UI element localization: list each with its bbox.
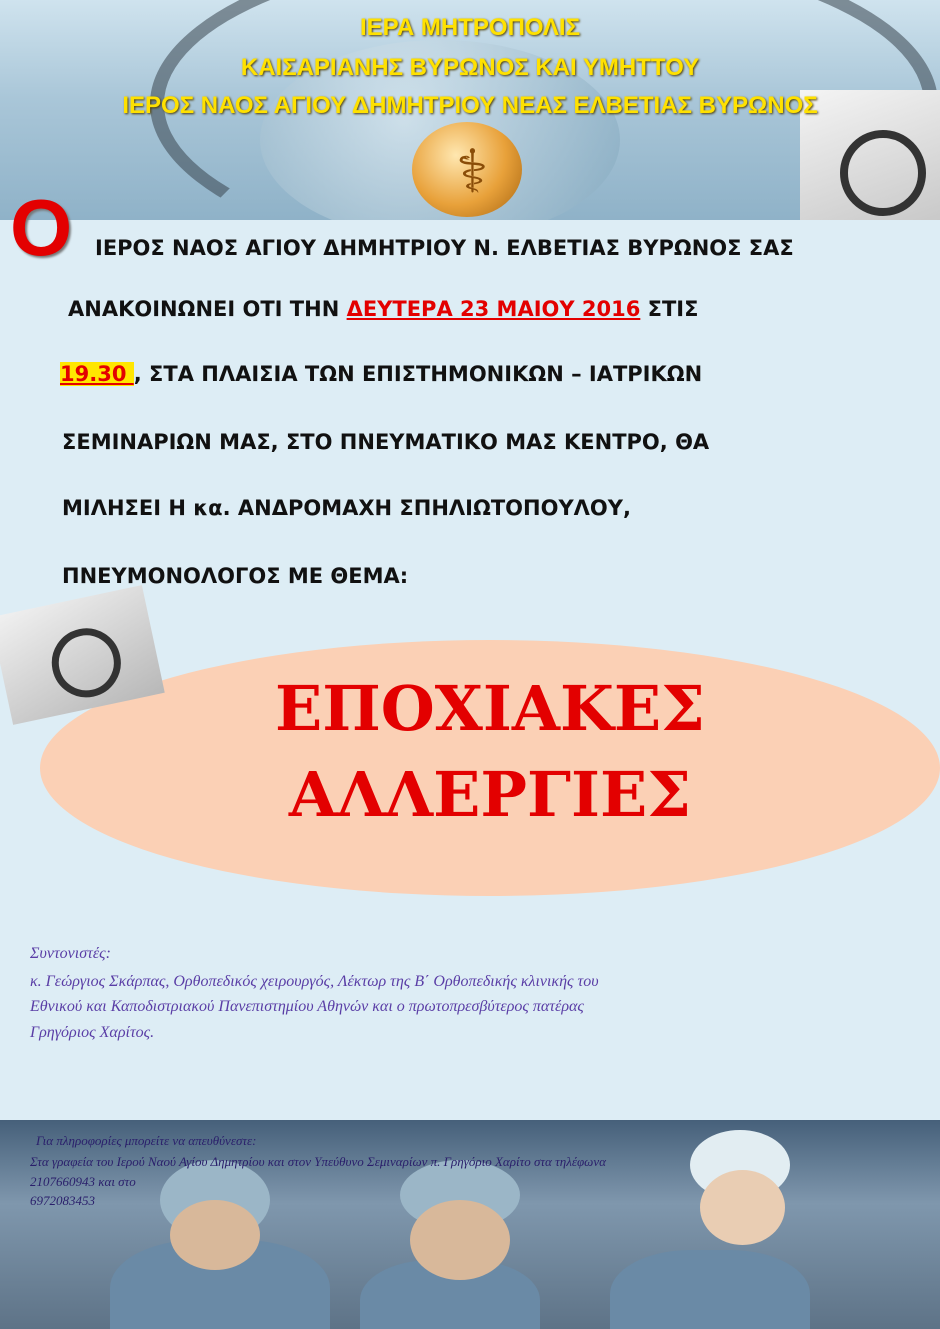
info-phone-1: 2107660943 και στο [30, 1174, 136, 1189]
event-time: 19.30 [60, 362, 134, 386]
info-line-2: Στα γραφεία του Ιερού Ναού Αγίου Δημητρίου και στον Υπεύθυνο Σεμιναρίων π. Γρηγόριο Χαρίτο στα τηλέφωνα [30, 1154, 606, 1169]
surgeons-photo [0, 1120, 940, 1329]
drop-cap: Ο [10, 183, 73, 272]
coordinators-line-2: Εθνικού και Καποδιστριακού Πανεπιστημίου Αθηνών και ο πρωτοπρεσβύτερος πατέρας [30, 998, 584, 1015]
announcement-line-4: ΣΕΜΙΝΑΡΙΩΝ ΜΑΣ, ΣΤΟ ΠΝΕΥΜΑΤΙΚΟ ΜΑΣ ΚΕΝΤΡΟ, ΘΑ [62, 430, 710, 454]
coordinators-line-1: κ. Γεώργιος Σκάρπας, Ορθοπεδικός χειρουργός, Λέκτωρ της Β΄ Ορθοπεδικής κλινικής του [30, 973, 599, 990]
announcement-line-2 [68, 297, 698, 321]
coordinators-label: Συντονιστές: [30, 945, 111, 962]
announcement-line-3-suffix: , ΣΤΑ ΠΛΑΙΣΙΑ ΤΩΝ ΕΠΙΣΤΗΜΟΝΙΚΩΝ – ΙΑΤΡΙΚΩΝ [133, 362, 703, 386]
header-line-2: ΚΑΙΣΑΡΙΑΝΗΣ ΒΥΡΩΝΟΣ ΚΑΙ ΥΜΗΤΤΟΥ [240, 54, 700, 81]
topic-line-2: ΑΛΛΕΡΓΙΕΣ [288, 758, 692, 831]
announcement-line-6: ΠΝΕΥΜΟΝΟΛΟΓΟΣ ΜΕ ΘΕΜΑ: [62, 564, 409, 588]
announcement-line-3 [60, 362, 702, 386]
header-banner [0, 0, 940, 220]
event-date: ΔΕΥΤΕΡΑ 23 ΜΑΙΟΥ 2016 [346, 297, 641, 321]
announcement-line-2-prefix: ΑΝΑΚΟΙΝΩΝΕΙ ΟΤΙ ΤΗΝ [68, 297, 347, 321]
header-line-1: ΙΕΡΑ ΜΗΤΡΟΠΟΛΙΣ [360, 14, 580, 41]
info-line-1: Για πληροφορίες μπορείτε να απευθύνεστε: [36, 1133, 257, 1148]
header-line-3: ΙΕΡΟΣ ΝΑΟΣ ΑΓΙΟΥ ΔΗΜΗΤΡΙΟΥ ΝΕΑΣ ΕΛΒΕΤΙΑΣ ΒΥΡΩΝΟΣ [122, 92, 818, 119]
info-phone-2: 6972083453 [30, 1193, 95, 1208]
announcement-line-2-suffix: ΣΤΙΣ [640, 297, 699, 321]
announcement-line-1: ΙΕΡΟΣ ΝΑΟΣ ΑΓΙΟΥ ΔΗΜΗΤΡΙΟΥ Ν. ΕΛΒΕΤΙΑΣ ΒΥΡΩΝΟΣ ΣΑΣ [95, 236, 794, 260]
caduceus-icon: ⚕ [412, 122, 522, 217]
topic-line-1: ΕΠΟΧΙΑΚΕΣ [274, 672, 705, 745]
coordinators-line-3: Γρηγόριος Χαρίτος. [30, 1024, 155, 1041]
announcement-line-5: ΜΙΛΗΣΕΙ Η κα. ΑΝΔΡΟΜΑΧΗ ΣΠΗΛΙΩΤΟΠΟΥΛΟΥ, [62, 496, 631, 520]
